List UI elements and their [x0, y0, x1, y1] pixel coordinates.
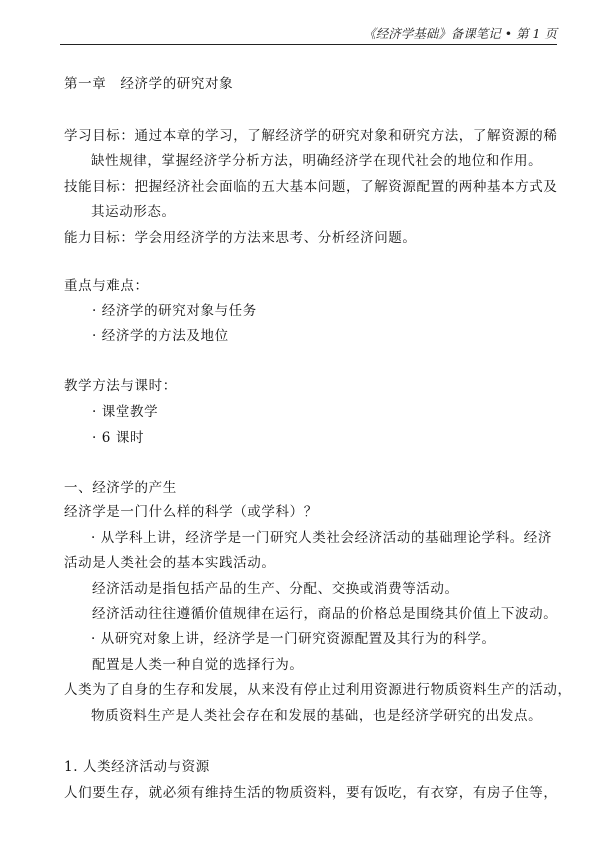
paragraph-line: 物质资料生产是人类社会存在和发展的基础，也是经济学研究的出发点。	[91, 708, 543, 724]
teaching-title: 教学方法与课时：	[64, 378, 177, 394]
paragraph-line: 经济活动往往遵循价值规律在运行，商品的价格总是围绕其价值上下波动。	[92, 606, 558, 622]
ability-objective: 能力目标：学会用经济学的方法来思考、分析经济问题。	[64, 230, 417, 246]
study-objective-line-1: 学习目标：通过本章的学习，了解经济学的研究对象和研究方法，了解资源的稀	[64, 128, 558, 144]
key-point-item: · 经济学的研究对象与任务	[92, 303, 257, 319]
key-point-item: · 经济学的方法及地位	[92, 328, 229, 344]
section-question: 经济学是一门什么样的科学（或学科）？	[64, 504, 318, 520]
page-header-text: 《经济学基础》备课笔记 • 第 1 页	[363, 26, 557, 41]
chapter-title: 第一章 经济学的研究对象	[64, 76, 234, 92]
paragraph-line: 人们要生存，就必须有维持生活的物质资料，要有饭吃，有衣穿，有房子住等，	[64, 785, 558, 801]
paragraph-line: · 从研究对象上讲，经济学是一门研究资源配置及其行为的科学。	[91, 631, 496, 647]
teaching-item: · 课堂教学	[92, 404, 159, 420]
page-header	[60, 18, 557, 45]
teaching-item: · 6 课时	[92, 430, 145, 446]
skill-objective-line-1: 技能目标：把握经济社会面临的五大基本问题，了解资源配置的两种基本方式及	[64, 179, 558, 195]
paragraph-line: 人类为了自身的生存和发展，从来没有停止过利用资源进行物质资料生产的活动，	[64, 682, 572, 698]
subsection-title: 1. 人类经济活动与资源	[64, 759, 210, 775]
study-objective-line-2: 缺性规律，掌握经济学分析方法，明确经济学在现代社会的地位和作用。	[91, 153, 543, 169]
paragraph-line: 经济活动是指包括产品的生产、分配、交换或消费等活动。	[92, 581, 459, 597]
paragraph-line: · 从学科上讲，经济学是一门研究人类社会经济活动的基础理论学科。经济	[91, 530, 552, 546]
key-points-title: 重点与难点：	[64, 278, 149, 294]
section-title: 一、经济学的产生	[64, 480, 177, 496]
paragraph-line: 配置是人类一种自觉的选择行为。	[92, 657, 304, 673]
skill-objective-line-2: 其运动形态。	[91, 204, 176, 220]
paragraph-line: 活动是人类社会的基本实践活动。	[64, 555, 276, 571]
